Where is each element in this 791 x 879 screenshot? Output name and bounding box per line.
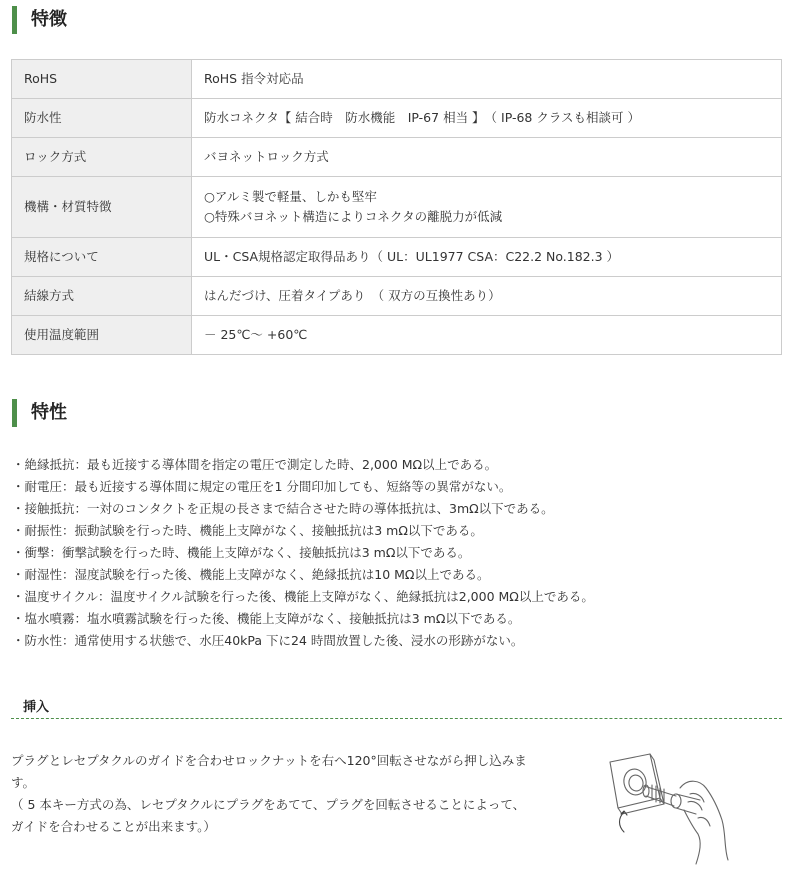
hand-inserting-plug-illustration: [588, 748, 738, 873]
row-value-line: 防水コネクタ【 結合時 防水機能 IP-67 相当 】 （ IP-68 クラスも相談可 ）: [204, 110, 640, 125]
table-row: [12, 60, 782, 99]
list-item: ・接触抵抗：一対のコンタクトを正規の長さまで結合させた時の導体抵抗は、3mΩ以下である。: [12, 501, 554, 516]
table-row: [12, 238, 782, 277]
row-value-line: ○アルミ製で軽量、しかも堅牢: [204, 189, 377, 204]
row-value-line: RoHS 指令対応品: [204, 71, 304, 86]
row-value-line: － 25℃～ +60℃: [204, 327, 308, 342]
insertion-paragraph: （ 5 本キー方式の為、レセプタクルにプラグをあてて、プラグを回転させることによって、ガイドを合わせることが出来ます。）: [11, 797, 526, 834]
list-item: ・防水性：通常使用する状態で、水圧40kPa 下に24 時間放置した後、浸水の形跡がない。: [12, 633, 524, 648]
row-value: [192, 60, 782, 99]
table-row: [12, 138, 782, 177]
row-value-line: はんだづけ、圧着タイプあり （ 双方の互換性あり）: [204, 288, 501, 303]
row-label: 使用温度範囲: [12, 316, 192, 355]
row-value-line: UL・CSA規格認定取得品あり（ UL：UL1977 CSA：C22.2 No.182.3 ）: [204, 249, 620, 264]
insertion-heading-bar: [11, 696, 782, 719]
characteristics-list: [12, 454, 594, 652]
list-item: ・塩水噴霧：塩水噴霧試験を行った後、機能上支障がなく、接触抵抗は3 mΩ以下である。: [12, 611, 521, 626]
list-item: ・温度サイクル：温度サイクル試験を行った後、機能上支障がなく、絶縁抵抗は2,000 MΩ以上である。: [12, 589, 594, 604]
row-value-line: ○特殊バヨネット構造によりコネクタの離脱力が低減: [204, 209, 503, 224]
row-label: ロック方式: [12, 138, 192, 177]
features-table: [11, 59, 782, 355]
insertion-paragraph: プラグとレセプタクルのガイドを合わせロックナットを右へ120°回転させながら押し込みます。: [11, 753, 527, 790]
row-value-line: バヨネットロック方式: [204, 149, 329, 164]
table-row: [12, 316, 782, 355]
insertion-description: [11, 750, 536, 838]
row-value: [192, 177, 782, 238]
list-item: ・耐電圧：最も近接する導体間に規定の電圧を1 分間印加しても、短絡等の異常がない。: [12, 479, 512, 494]
characteristics-heading: 特性: [12, 399, 67, 427]
row-value: [192, 138, 782, 177]
insertion-heading: 挿入: [23, 700, 50, 715]
list-item: ・絶縁抵抗：最も近接する導体間を指定の電圧で測定した時、2,000 MΩ以上である。: [12, 457, 498, 472]
row-label: 結線方式: [12, 277, 192, 316]
row-value: [192, 316, 782, 355]
list-item: ・耐振性：振動試験を行った時、機能上支障がなく、接触抵抗は3 mΩ以下である。: [12, 523, 483, 538]
row-label: 機構・材質特徴: [12, 177, 192, 238]
row-label: 防水性: [12, 99, 192, 138]
row-value: [192, 277, 782, 316]
table-row: [12, 277, 782, 316]
row-label: RoHS: [12, 60, 192, 99]
list-item: ・衝撃：衝撃試験を行った時、機能上支障がなく、接触抵抗は3 mΩ以下である。: [12, 545, 471, 560]
table-row: [12, 99, 782, 138]
row-value: [192, 99, 782, 138]
row-label: 規格について: [12, 238, 192, 277]
features-heading: 特徴: [12, 6, 67, 34]
table-row: [12, 177, 782, 238]
row-value: [192, 238, 782, 277]
list-item: ・耐湿性：湿度試験を行った後、機能上支障がなく、絶縁抵抗は10 MΩ以上である。: [12, 567, 490, 582]
